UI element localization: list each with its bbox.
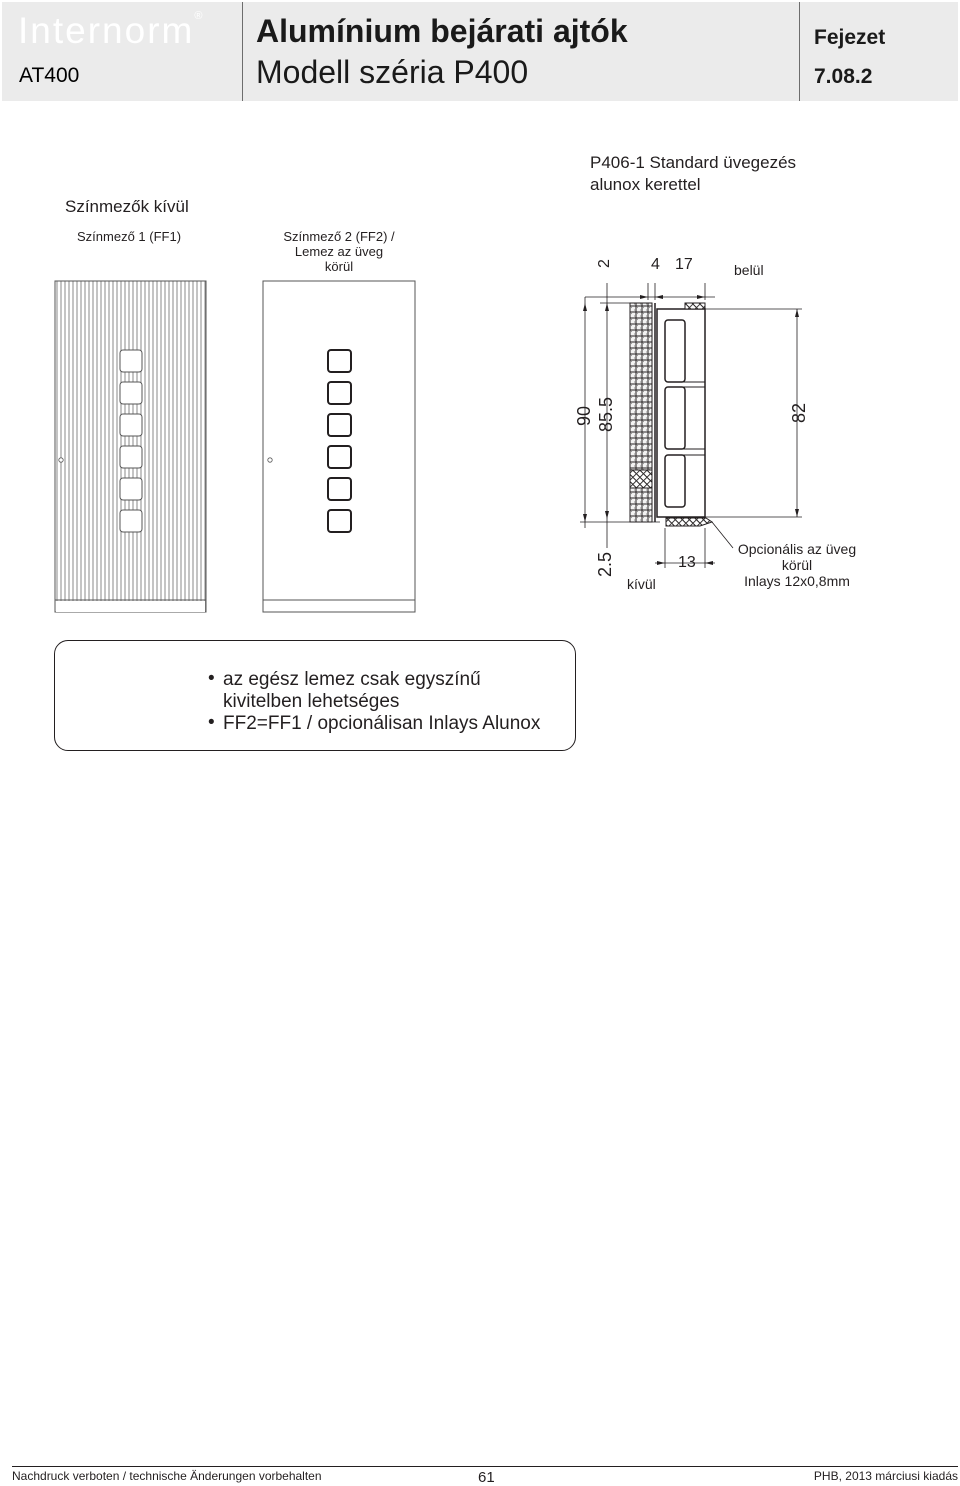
handle-dot [268, 458, 272, 462]
dim-2-5: 2.5 [595, 551, 615, 577]
dim-82: 82 [789, 402, 809, 423]
chapter-number: 7.08.2 [814, 65, 873, 88]
page-title: Alumínium bejárati ajtók [256, 13, 628, 49]
label-outside: kívül [627, 576, 656, 592]
footer-disclaimer: Nachdruck verboten / technische Änderungen vorbehalten [12, 1469, 322, 1483]
color-fields-heading: Színmezők kívül [65, 197, 189, 216]
door-ff2 [263, 281, 415, 612]
footer-rule [12, 1466, 958, 1467]
dim-4: 4 [651, 256, 660, 273]
ff1-label: Színmező 1 (FF1) [77, 229, 182, 244]
list-item: • FF2=FF1 / opcionálisan Inlays Alunox [208, 712, 541, 734]
handle-dot [59, 458, 63, 462]
door-ff1 [55, 281, 206, 612]
footer-edition: PHB, 2013 márciusi kiadás [813, 1469, 958, 1483]
model-code: AT400 [19, 64, 80, 87]
dim-85-5: 85.5 [596, 396, 616, 432]
chapter-label: Fejezet [814, 26, 886, 49]
list-item: • az egész lemez csak egyszínű [208, 668, 481, 690]
dim-13: 13 [678, 554, 696, 571]
label-inside: belül [734, 262, 764, 278]
ff2-label: Színmező 2 (FF2) / Lemez az üveg körül [283, 229, 395, 274]
dim-17: 17 [675, 256, 693, 273]
bullet: • [208, 712, 215, 733]
dim-90: 90 [574, 405, 594, 426]
info-box [54, 640, 576, 751]
bullet: • [208, 668, 215, 689]
note-list [208, 668, 541, 735]
page-number: 61 [478, 1469, 495, 1486]
page-subtitle: Modell széria P400 [256, 54, 529, 90]
list-item: kivitelben lehetséges [223, 691, 400, 712]
brand-logo: Internorm® [18, 10, 203, 51]
section-title: P406-1 Standard üvegezés alunox kerettel [590, 153, 797, 194]
option-note: Opcionális az üveg körül Inlays 12x0,8mm [737, 541, 857, 589]
dim-2: 2 [596, 259, 613, 268]
